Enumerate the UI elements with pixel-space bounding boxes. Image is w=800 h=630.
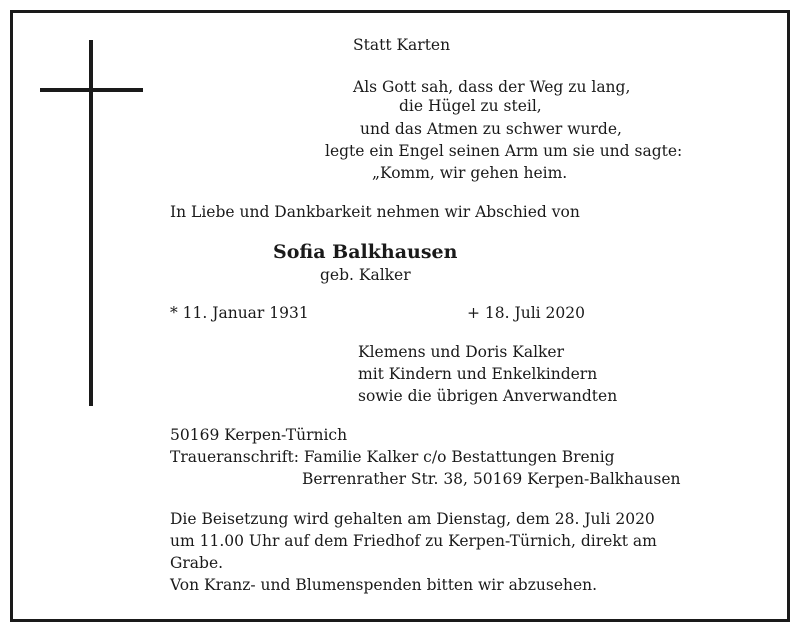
poem-line-3: und das Atmen zu schwer wurde,: [360, 120, 622, 138]
poem-line-4: legte ein Engel seinen Arm um sie und sagte:: [325, 142, 683, 160]
cross-horizontal-bar: [40, 88, 143, 92]
death-date: + 18. Juli 2020: [467, 304, 585, 322]
mourning-address-line-1: Traueranschrift: Familie Kalker c/o Bestattungen Brenig: [170, 448, 615, 466]
funeral-line-2: um 11.00 Uhr auf dem Friedhof zu Kerpen-Türnich, direkt am: [170, 532, 657, 550]
flowers-note: Von Kranz- und Blumenspenden bitten wir abzusehen.: [170, 576, 598, 594]
funeral-line-1: Die Beisetzung wird gehalten am Dienstag, dem 28. Juli 2020: [170, 510, 655, 528]
cross-vertical-bar: [89, 40, 93, 406]
maiden-name: geb. Kalker: [320, 266, 411, 284]
mourner-line-1: Klemens und Doris Kalker: [358, 343, 565, 361]
funeral-line-3: Grabe.: [170, 554, 224, 572]
city-line: 50169 Kerpen-Türnich: [170, 426, 348, 444]
poem-line-2: die Hügel zu steil,: [399, 97, 542, 115]
poem-line-1: Als Gott sah, dass der Weg zu lang,: [353, 78, 631, 96]
mourner-line-2: mit Kindern und Enkelkindern: [358, 365, 598, 383]
poem-line-5: „Komm, wir gehen heim.: [372, 164, 568, 182]
birth-date: * 11. Januar 1931: [170, 304, 309, 322]
mourning-address-line-2: Berrenrather Str. 38, 50169 Kerpen-Balkhausen: [302, 470, 681, 488]
mourner-line-3: sowie die übrigen Anverwandten: [358, 387, 618, 405]
deceased-name: Sofia Balkhausen: [273, 241, 458, 263]
statt-karten-heading: Statt Karten: [353, 36, 451, 54]
farewell-intro: In Liebe und Dankbarkeit nehmen wir Abschied von: [170, 203, 580, 221]
